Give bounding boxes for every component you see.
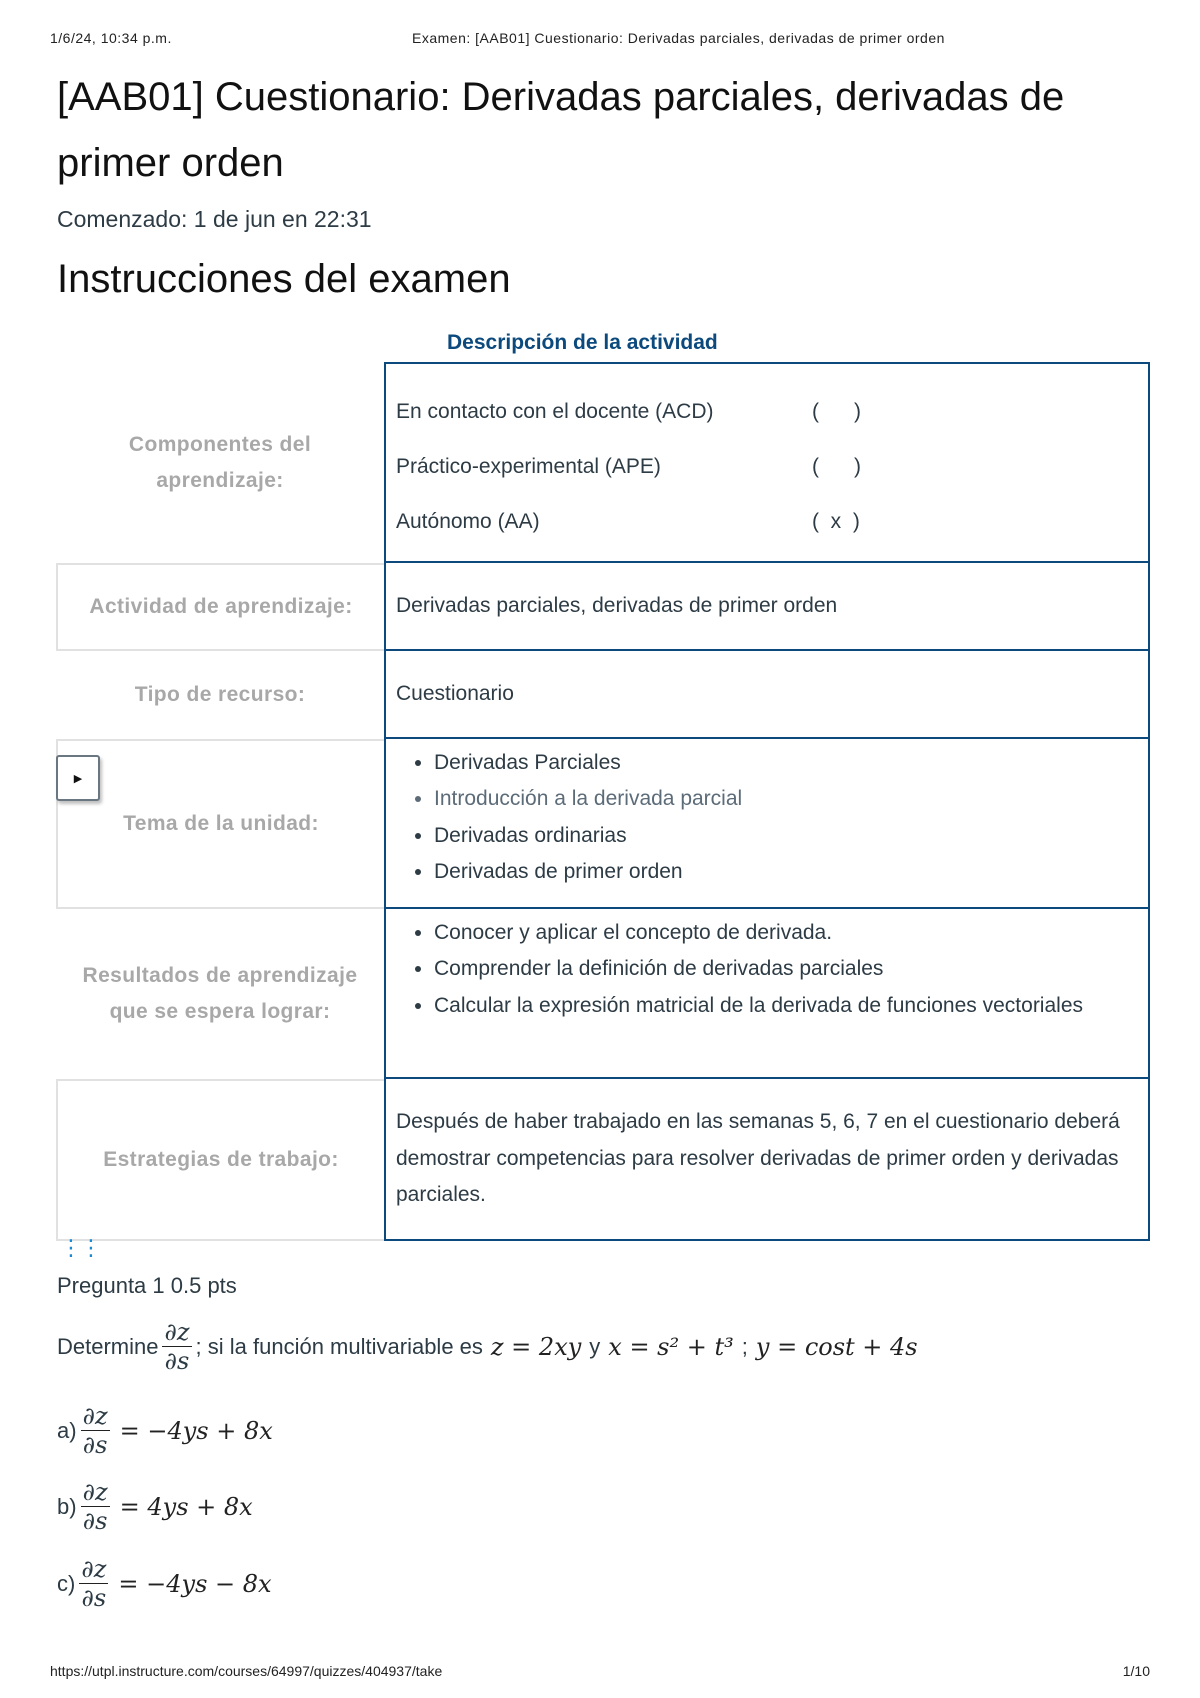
activity-description-heading: Descripción de la actividad — [447, 331, 718, 354]
component-mark: ( x ) — [812, 509, 860, 533]
answer-option-a[interactable] — [57, 1402, 281, 1459]
option-letter: a) — [57, 1417, 77, 1443]
unit-topic-label: Tema de la unidad: — [56, 739, 384, 909]
strategies-value — [384, 1077, 1150, 1242]
question-prompt — [57, 1318, 926, 1375]
frac-numerator: ∂z — [81, 1555, 107, 1583]
instructions-heading: Instrucciones del examen — [57, 257, 511, 301]
print-doc-title: Examen: [AAB01] Cuestionario: Derivadas parciales, derivadas de primer orden — [412, 30, 945, 46]
resource-type-label: Tipo de recurso: — [134, 683, 306, 706]
table-row-components — [56, 362, 1150, 563]
strategies-text: Después de haber trabajado en las semanas 5, 6, 7 en el cuestionario deberá demostrar competencias para resolver derivadas de primer orden y derivadas parciales. — [396, 1110, 1120, 1206]
components-value — [384, 362, 1150, 563]
question-header: Pregunta 1 0.5 pts — [57, 1273, 237, 1298]
strategies-label: Estrategias de trabajo: — [56, 1079, 384, 1241]
table-row-unit-topic — [56, 739, 1150, 909]
list-item: • Derivadas ordinarias — [434, 818, 1138, 855]
prompt-conj: y — [589, 1333, 601, 1359]
partial-derivative — [81, 1478, 110, 1535]
resource-type-value: Cuestionario — [384, 649, 1150, 740]
option-letter: c) — [57, 1570, 76, 1596]
frac-denominator: ∂s — [81, 1584, 107, 1612]
partial-derivative — [162, 1318, 191, 1375]
unit-topic-list — [396, 745, 1138, 891]
option-letter: b) — [57, 1493, 77, 1519]
prompt-before: Determine — [57, 1333, 159, 1359]
list-item: • Comprender la definición de derivadas parciales — [434, 951, 1138, 988]
page-number: 1/10 — [1122, 1663, 1150, 1679]
print-url: https://utpl.instructure.com/courses/64997/quizzes/404937/take — [50, 1663, 443, 1679]
equation-x: x = s² + t³ — [608, 1332, 734, 1361]
list-item: • Derivadas Parciales — [434, 745, 1138, 782]
frac-denominator: ∂s — [82, 1507, 108, 1535]
component-line — [396, 384, 1138, 439]
component-line — [396, 439, 1138, 494]
prompt-middle: ; si la función multivariable es — [195, 1333, 483, 1359]
answer-option-c[interactable] — [57, 1555, 280, 1612]
component-name: Práctico-experimental (APE) — [396, 454, 661, 478]
play-icon: ▶ — [73, 772, 83, 785]
equation-z: z = 2xy — [490, 1332, 582, 1361]
table-row-resource-type — [56, 651, 1150, 739]
list-item: • Calcular la expresión matricial de la derivada de funciones vectoriales — [434, 988, 1138, 1025]
drag-handle-icon[interactable]: ⋮⋮ — [60, 1235, 100, 1260]
list-item: • Conocer y aplicar el concepto de derivada. — [434, 915, 1138, 952]
partial-derivative — [81, 1402, 110, 1459]
equation-y: y = cost + 4s — [755, 1332, 918, 1361]
activity-table — [56, 362, 1150, 1241]
component-name: Autónomo (AA) — [396, 509, 540, 533]
expected-results-value — [384, 907, 1150, 1080]
option-rhs: = 4ys + 8x — [119, 1492, 253, 1521]
expected-results-list — [396, 915, 1138, 1025]
frac-numerator: ∂z — [164, 1318, 190, 1346]
unit-topic-value — [384, 737, 1150, 910]
frac-denominator: ∂s — [164, 1347, 190, 1375]
answer-option-b[interactable] — [57, 1478, 261, 1535]
media-play-button[interactable] — [56, 755, 100, 801]
quiz-title: [AAB01] Cuestionario: Derivadas parciales, derivadas de primer orden — [57, 75, 1065, 185]
table-row-learning-activity — [56, 563, 1150, 651]
frac-numerator: ∂z — [82, 1402, 108, 1430]
expected-results-label: Resultados de aprendizaje que se espera lograr: — [82, 964, 358, 1023]
list-item: • Derivadas de primer orden — [434, 854, 1138, 891]
component-name: En contacto con el docente (ACD) — [396, 399, 714, 423]
prompt-sep: ; — [741, 1333, 748, 1359]
partial-derivative — [79, 1555, 108, 1612]
option-rhs: = −4ys − 8x — [118, 1569, 272, 1598]
topic-link[interactable]: • Introducción a la derivada parcial — [434, 781, 1138, 818]
started-timestamp: Comenzado: 1 de jun en 22:31 — [57, 206, 372, 232]
frac-numerator: ∂z — [82, 1478, 108, 1506]
table-row-strategies — [56, 1079, 1150, 1241]
components-label: Componentes del aprendizaje: — [128, 432, 312, 492]
learning-activity-value: Derivadas parciales, derivadas de primer orden — [384, 561, 1150, 652]
print-footer — [50, 1663, 1150, 1683]
component-mark: ( ) — [812, 454, 861, 478]
option-rhs: = −4ys + 8x — [119, 1416, 273, 1445]
print-header — [50, 30, 1150, 50]
component-mark: ( ) — [812, 399, 861, 423]
print-date: 1/6/24, 10:34 p.m. — [50, 30, 172, 46]
component-line — [396, 494, 1138, 549]
table-row-expected-results — [56, 909, 1150, 1079]
frac-denominator: ∂s — [82, 1431, 108, 1459]
learning-activity-label: Actividad de aprendizaje: — [56, 563, 384, 651]
